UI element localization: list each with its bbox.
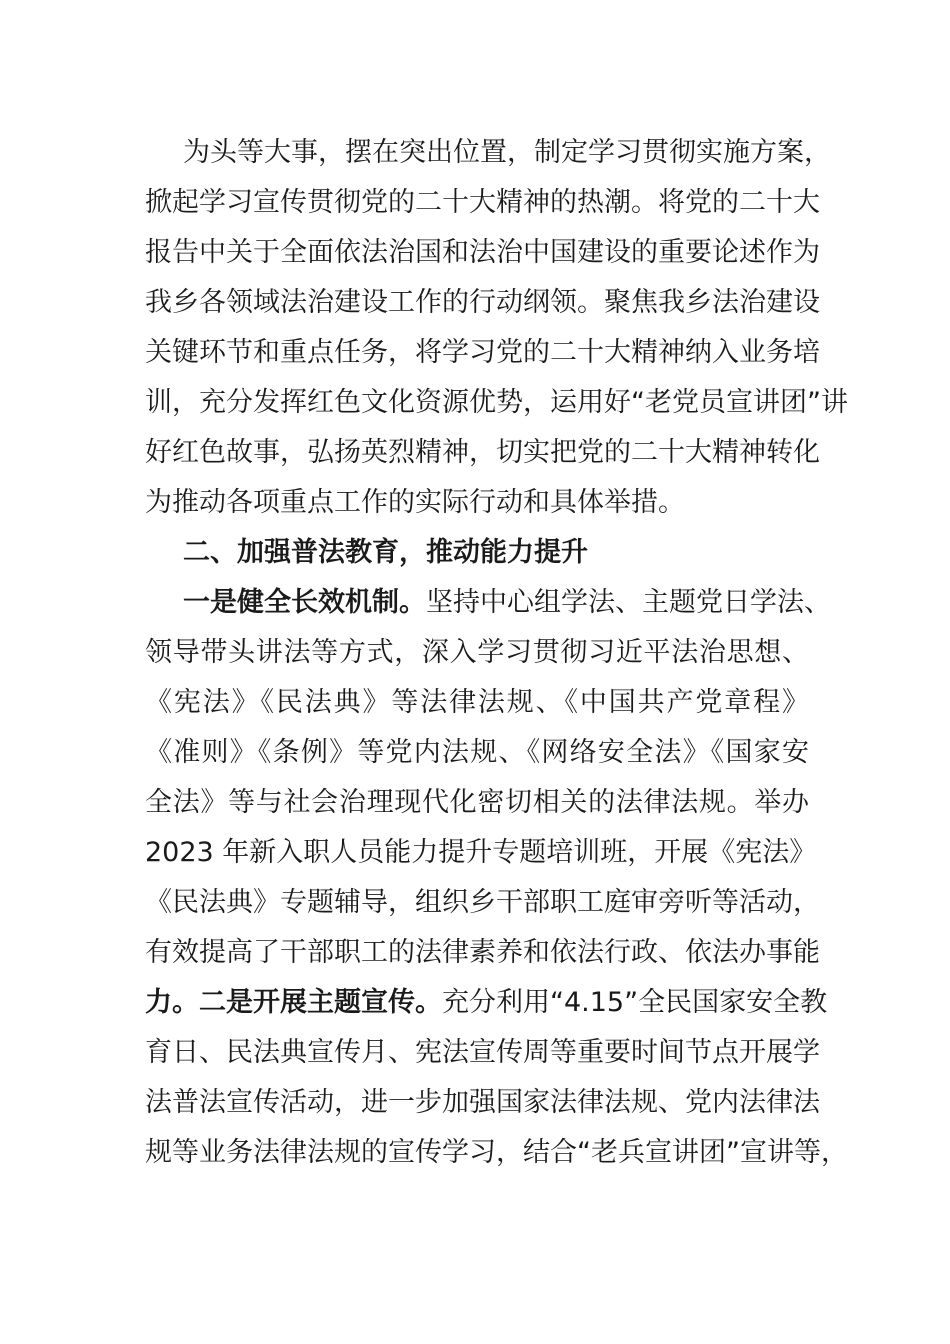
- paragraph-line: 训，充分发挥红色文化资源优势，运用好“老党员宣讲团”讲: [145, 387, 848, 418]
- paragraph-line: 掀起学习宣传贯彻党的二十大精神的热潮。将党的二十大: [145, 187, 820, 218]
- section-heading: 二、加强普法教育，推动能力提升: [183, 537, 588, 568]
- subheading-inline: 力。二是开展主题宣传。: [145, 987, 442, 1018]
- paragraph-line: 全法》等与社会治理现代化密切相关的法律法规。举办: [145, 787, 809, 818]
- subheading-inline: 一是健全长效机制。: [183, 587, 426, 618]
- paragraph-line: 为推动各项重点工作的实际行动和具体举措。: [145, 487, 685, 518]
- paragraph-line: [145, 578, 831, 628]
- document-body: [145, 128, 848, 1178]
- paragraph-line: 育日、民法典宣传月、宪法宣传周等重要时间节点开展学: [145, 1037, 820, 1068]
- paragraph-line: 报告中关于全面依法治国和法治中国建设的重要论述作为: [145, 237, 820, 268]
- paragraph-line: 有效提高了干部职工的法律素养和依法行政、依法办事能: [145, 937, 820, 968]
- paragraph-line: 好红色故事，弘扬英烈精神，切实把党的二十大精神转化: [145, 437, 820, 468]
- paragraph-line: 为头等大事，摆在突出位置，制定学习贯彻实施方案，: [183, 137, 831, 168]
- paragraph-line: 我乡各领域法治建设工作的行动纲领。聚焦我乡法治建设: [145, 287, 820, 318]
- paragraph-line: 《民法典》专题辅导，组织乡干部职工庭审旁听等活动，: [145, 887, 820, 918]
- paragraph-line: 关键环节和重点任务，将学习党的二十大精神纳入业务培: [145, 337, 820, 368]
- paragraph-line: 法普法宣传活动，进一步加强国家法律法规、党内法律法: [145, 1087, 820, 1118]
- paragraph-line: [145, 978, 828, 1028]
- paragraph-line: 规等业务法律法规的宣传学习，结合“老兵宣讲团”宣讲等，: [145, 1137, 848, 1168]
- paragraph-text: 坚持中心组学法、主题党日学法、: [426, 587, 831, 618]
- paragraph-line: 领导带头讲法等方式，深入学习贯彻习近平法治思想、: [145, 637, 809, 668]
- paragraph-line: 《宪法》《民法典》等法律法规、《中国共产党章程》: [145, 687, 809, 718]
- paragraph-text: 充分利用“4.15”全民国家安全教: [442, 987, 828, 1018]
- paragraph-line: 《准则》《条例》等党内法规、《网络安全法》《国家安: [145, 737, 809, 768]
- paragraph-line: 2023 年新入职人员能力提升专题培训班，开展《宪法》: [145, 837, 817, 868]
